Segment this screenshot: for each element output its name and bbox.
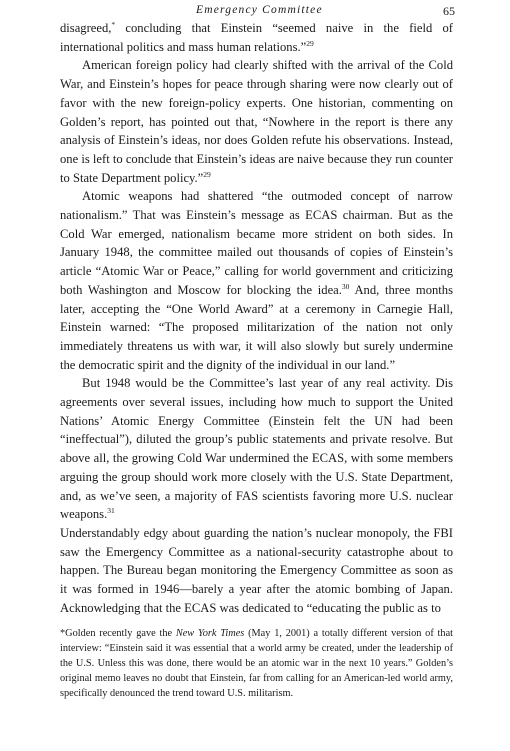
- endnote-ref: 29: [203, 169, 211, 179]
- footnote-text: [60, 627, 453, 702]
- footnote-text-part: Golden recently gave the: [65, 628, 176, 639]
- footnote: [60, 627, 453, 702]
- paragraph: [60, 524, 453, 618]
- footnote-marker: *: [111, 19, 116, 29]
- paragraph-text: But 1948 would be the Committee’s last year of any real activity. Dis agreements over several issues, including how much to support the United Nations’ Atomic Energy Committee (Einstein felt the UN had been “ineffectual”), diluted the group’s public statements and private resolve. But above all, the growing Cold War undermined the ECAS, with some members arguing the group should work more closely with the U.S. State Department, and, as we’ve seen, a majority of FAS scientists favoring more U.S. nuclear weapons.: [60, 376, 453, 522]
- paragraph-text: American foreign policy had clearly shifted with the arrival of the Cold War, and Einstein’s hopes for peace through sharing were now clearly out of favor with the new foreign-policy experts. One historian, commenting on Golden’s report, has pointed out that, “Nowhere in the report is there any analysis of Einstein’s ideas, nor does Golden refute his observations. Instead, one is left to conclude that Einstein’s ideas are naive because they run counter to State Department policy.”: [60, 58, 453, 185]
- running-header: [0, 4, 510, 20]
- running-title: Emergency Committee: [196, 4, 323, 16]
- footnote-text-part: (May 1, 2001) a totally different version of that interview: “Einstein said it was essential that a world army be created, under the leadership of the U.S. Unless this was done, there would be an atomic war in the next 10 years.” Golden’s original memo leaves no doubt that Einstein, far from calling for an American-led world army, specifically denounced the trend toward U.S. militarism.: [60, 628, 453, 699]
- endnote-ref: 29: [306, 38, 314, 48]
- paragraph-text: Atomic weapons had shattered “the outmoded concept of narrow nationalism.” That was Einstein’s message as ECAS chairman. But as the Cold War emerged, nationalism became more strident on both sides. In January 1948, the committee mailed out thousands of copies of Einstein’s article “Atomic War or Peace,” calling for world government and criticizing both Washington and Moscow for blocking the idea.: [60, 189, 453, 297]
- paragraph-text: Understandably edgy about guarding the nation’s nuclear monopoly, the FBI saw the Emergency Committee as a national-security catastrophe about to happen. The Bureau began monitoring the Emergency Committee as soon as it was formed in 1946—barely a year after the atomic bombing of Japan. Acknowledging that the ECAS was dedicated to “educating the public as to: [60, 526, 453, 615]
- paragraph: [60, 374, 453, 524]
- section-text-block: [60, 524, 453, 618]
- paragraph-text: disagreed,: [60, 21, 112, 35]
- paragraph: [60, 56, 453, 187]
- publication-title: New York Times: [175, 628, 245, 639]
- endnote-ref: 31: [107, 506, 115, 516]
- paragraph-text: concluding that Einstein “seemed naive in the field of international politics and mass human relations.”: [60, 21, 453, 54]
- footnote-symbol: *: [60, 628, 66, 639]
- paragraph-continued: [60, 19, 453, 56]
- main-text-block: [60, 19, 453, 524]
- endnote-ref: 30: [341, 281, 350, 291]
- paragraph: [60, 187, 453, 374]
- paragraph-text: And, three months later, accepting the “One World Award” at a ceremony in Carnegie Hall, Einstein warned: “The proposed militarization of the nation not only immediately threatens us with war, it will also slowly but surely undermine the democratic spirit and the dignity of the individual in our land.”: [60, 282, 453, 372]
- page-number: 65: [443, 4, 455, 18]
